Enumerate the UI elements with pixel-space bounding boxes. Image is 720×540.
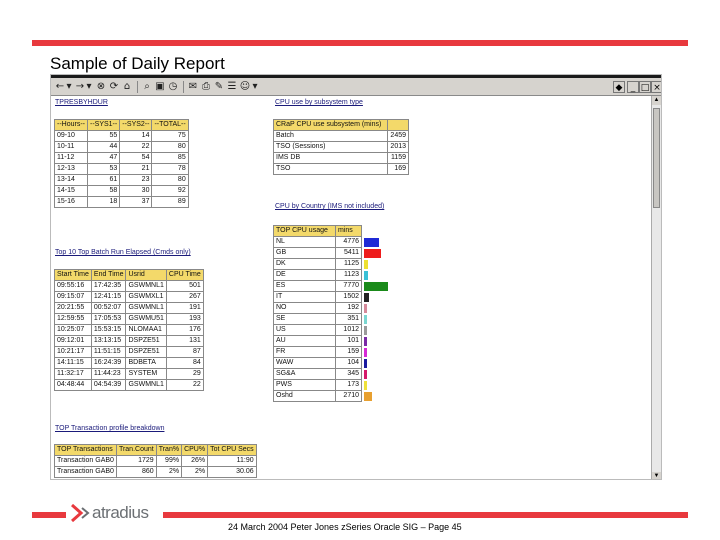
home-icon[interactable]: ⌂ <box>123 81 131 92</box>
country-label: PWS <box>274 380 336 391</box>
table-row <box>55 358 204 369</box>
table-cell: 92 <box>152 186 188 197</box>
table-row <box>274 380 391 391</box>
column-header: Tot CPU Secs <box>208 445 257 456</box>
country-value: 104 <box>336 358 362 369</box>
country-label: DK <box>274 259 336 270</box>
column-header: --SYS2-- <box>120 120 152 131</box>
table-cell: 1159 <box>387 153 408 164</box>
table-cell: 11:90 <box>208 456 257 467</box>
table-cell: 12:41:15 <box>91 292 126 303</box>
country-label: ES <box>274 281 336 292</box>
table-cell: 17:42:35 <box>91 281 126 292</box>
bar-cell <box>362 336 391 347</box>
bar-cell <box>362 281 391 292</box>
transactions-table <box>54 444 257 478</box>
table-row <box>55 292 204 303</box>
table-row <box>55 369 204 380</box>
table-cell: 85 <box>152 153 188 164</box>
table-cell: 14 <box>120 131 152 142</box>
table-cell: Transaction GAB0 <box>55 456 117 467</box>
table-header-row <box>55 120 189 131</box>
footer-accent-right <box>163 512 688 518</box>
table-cell: 501 <box>166 281 203 292</box>
forward-dropdown-icon[interactable]: ▾ <box>86 81 92 92</box>
country-label: SE <box>274 314 336 325</box>
jobs-title[interactable]: Top 10 Top Batch Run Elapsed (Cmds only) <box>55 249 191 256</box>
cpu-bar <box>364 271 368 280</box>
table-cell: 11:32:17 <box>55 369 92 380</box>
country-value: 159 <box>336 347 362 358</box>
column-header: --TOTAL-- <box>152 120 188 131</box>
table-cell: 23 <box>120 175 152 186</box>
table-cell: 29 <box>166 369 203 380</box>
table-cell: DSPZE51 <box>126 347 166 358</box>
scroll-thumb[interactable] <box>653 108 660 208</box>
table-cell: 10:25:07 <box>55 325 92 336</box>
table-row <box>55 197 189 208</box>
table-cell: TSO (Sessions) <box>274 142 388 153</box>
bar-cell <box>362 314 391 325</box>
cpu-bar <box>364 238 379 247</box>
column-header: --Hours-- <box>55 120 88 131</box>
column-header: TOP CPU usage <box>274 226 336 237</box>
table-cell: 87 <box>166 347 203 358</box>
cpu-bar <box>364 315 367 324</box>
table-row <box>274 259 391 270</box>
table-cell: BDBETA <box>126 358 166 369</box>
edit-icon[interactable]: ✎ <box>214 81 224 92</box>
table-cell: 176 <box>166 325 203 336</box>
table-cell: 2013 <box>387 142 408 153</box>
search-icon[interactable]: ⌕ <box>144 81 150 92</box>
cpu-bar <box>364 348 367 357</box>
country-label: SG&A <box>274 369 336 380</box>
refresh-icon[interactable]: ⟳ <box>109 81 119 92</box>
table-cell: 18 <box>88 197 120 208</box>
table-header-row <box>274 120 409 131</box>
table-row <box>55 336 204 347</box>
bar-cell <box>362 248 391 259</box>
table-cell: 10-11 <box>55 142 88 153</box>
bar-cell <box>362 369 391 380</box>
table-cell: 22 <box>166 380 203 391</box>
cpu-country-table <box>273 225 391 402</box>
table-cell: GSWMNL1 <box>126 303 166 314</box>
table-row <box>274 314 391 325</box>
country-value: 192 <box>336 303 362 314</box>
table-row <box>274 142 409 153</box>
more-dropdown-icon[interactable]: ▾ <box>252 81 258 92</box>
column-header: Tran.Count <box>116 445 156 456</box>
bar-cell <box>362 292 391 303</box>
table-row <box>274 270 391 281</box>
hourly-table <box>54 119 189 208</box>
table-cell: 44 <box>88 142 120 153</box>
table-row <box>55 142 189 153</box>
table-row <box>55 314 204 325</box>
table-cell: 191 <box>166 303 203 314</box>
table-cell: IMS DB <box>274 153 388 164</box>
country-value: 1125 <box>336 259 362 270</box>
table-cell: 99% <box>156 456 181 467</box>
forward-icon[interactable]: → <box>75 81 85 92</box>
table-row <box>55 153 189 164</box>
table-cell: 30.06 <box>208 467 257 478</box>
bar-cell <box>362 391 391 402</box>
cpu-country-title[interactable]: CPU by Country (IMS not included) <box>275 203 385 210</box>
table-cell: 75 <box>152 131 188 142</box>
maximize-icon[interactable]: □ <box>640 83 650 93</box>
table-cell: GSWMNL1 <box>126 281 166 292</box>
bar-cell <box>362 347 391 358</box>
table-row <box>274 292 391 303</box>
table-cell: 1729 <box>116 456 156 467</box>
bar-cell <box>362 303 391 314</box>
table-cell: 22 <box>120 142 152 153</box>
table-row <box>55 467 257 478</box>
country-label: IT <box>274 292 336 303</box>
cpu-subsys-title[interactable]: CPU use by subsystem type <box>275 99 363 106</box>
column-header <box>387 120 408 131</box>
column-header: End Time <box>91 270 126 281</box>
table-row <box>274 336 391 347</box>
country-label: FR <box>274 347 336 358</box>
country-value: 1502 <box>336 292 362 303</box>
country-value: 5411 <box>336 248 362 259</box>
table-cell: 80 <box>152 142 188 153</box>
table-cell: GSWMU51 <box>126 314 166 325</box>
table-cell: 89 <box>152 197 188 208</box>
table-row <box>55 281 204 292</box>
country-value: 1123 <box>336 270 362 281</box>
table-cell: TSO <box>274 164 388 175</box>
atradius-logo <box>68 500 162 526</box>
table-row <box>274 358 391 369</box>
table-cell: 09-10 <box>55 131 88 142</box>
table-cell: 2% <box>156 467 181 478</box>
table-cell: GSWMXL1 <box>126 292 166 303</box>
country-value: 351 <box>336 314 362 325</box>
cpu-bar <box>364 282 388 291</box>
country-label: US <box>274 325 336 336</box>
scroll-down-icon[interactable]: ▼ <box>653 473 660 479</box>
logo-chevron-icon <box>68 500 92 526</box>
cpu-subsys-table <box>273 119 409 175</box>
column-header: CPU Time <box>166 270 203 281</box>
table-cell: 58 <box>88 186 120 197</box>
column-header: CPU% <box>182 445 208 456</box>
table-cell: 55 <box>88 131 120 142</box>
cpu-bar <box>364 293 369 302</box>
country-value: 2710 <box>336 391 362 402</box>
footer-accent-left <box>32 512 66 518</box>
table-cell: 04:54:39 <box>91 380 126 391</box>
toolbar-separator <box>137 81 138 93</box>
table-cell: 11:44:23 <box>91 369 126 380</box>
table-row <box>274 248 391 259</box>
print-icon[interactable]: ⎙ <box>202 81 210 92</box>
scroll-up-icon[interactable]: ▲ <box>653 97 660 103</box>
table-cell: 37 <box>120 197 152 208</box>
bar-cell <box>362 325 391 336</box>
table-cell: 193 <box>166 314 203 325</box>
table-cell: DSPZE51 <box>126 336 166 347</box>
minimize-icon[interactable]: _ <box>627 81 639 93</box>
country-value: 1012 <box>336 325 362 336</box>
cpu-bar <box>364 260 368 269</box>
column-header: CRaP CPU use subsystem (mins) <box>274 120 388 131</box>
table-header-row <box>55 270 204 281</box>
table-row <box>55 380 204 391</box>
table-cell: NLOMAA1 <box>126 325 166 336</box>
table-row <box>55 175 189 186</box>
table-cell: 54 <box>120 153 152 164</box>
table-cell: 11-12 <box>55 153 88 164</box>
table-cell: 09:12:01 <box>55 336 92 347</box>
table-cell: 267 <box>166 292 203 303</box>
table-cell: 30 <box>120 186 152 197</box>
bar-cell <box>362 237 391 248</box>
table-row <box>274 303 391 314</box>
column-header: --SYS1-- <box>88 120 120 131</box>
table-row <box>274 391 391 402</box>
table-cell: 13-14 <box>55 175 88 186</box>
table-cell: 16:24:39 <box>91 358 126 369</box>
bar-cell <box>362 380 391 391</box>
mail-icon[interactable]: ✉ <box>188 81 198 92</box>
table-row <box>55 347 204 358</box>
messenger-icon[interactable]: ☺ <box>239 81 251 92</box>
table-cell: 15-16 <box>55 197 88 208</box>
footer-text: 24 March 2004 Peter Jones zSeries Oracle SIG – Page 45 <box>228 522 462 532</box>
stop-icon[interactable]: ⊗ <box>96 81 106 92</box>
country-value: 345 <box>336 369 362 380</box>
table-cell: 17:05:53 <box>91 314 126 325</box>
table-header-row <box>274 226 391 237</box>
logo-text: atradius <box>92 503 149 522</box>
table-row <box>55 186 189 197</box>
country-label: GB <box>274 248 336 259</box>
column-header: mins <box>336 226 362 237</box>
slide-title: Sample of Daily Report <box>50 54 225 73</box>
table-cell: 10:21:17 <box>55 347 92 358</box>
table-cell: 78 <box>152 164 188 175</box>
table-cell: 860 <box>116 467 156 478</box>
table-row <box>274 281 391 292</box>
table-row <box>274 153 409 164</box>
table-row <box>274 369 391 380</box>
favorites-icon[interactable]: ▣ <box>155 81 165 92</box>
country-value: 101 <box>336 336 362 347</box>
vertical-scrollbar[interactable] <box>651 96 661 480</box>
table-cell: 09:15:07 <box>55 292 92 303</box>
table-cell: 61 <box>88 175 120 186</box>
table-cell: 13:13:15 <box>91 336 126 347</box>
cpu-bar <box>364 337 367 346</box>
table-cell: 2459 <box>387 131 408 142</box>
bar-cell <box>362 358 391 369</box>
table-cell: 09:55:16 <box>55 281 92 292</box>
bar-cell <box>362 259 391 270</box>
table-cell: 12:59:55 <box>55 314 92 325</box>
country-value: 173 <box>336 380 362 391</box>
hourly-title[interactable]: TPRESBYHDUR <box>55 99 108 106</box>
history-icon[interactable]: ◷ <box>168 81 178 92</box>
table-cell: 84 <box>166 358 203 369</box>
table-cell: SYSTEM <box>126 369 166 380</box>
country-label: WAW <box>274 358 336 369</box>
browser-toolbar <box>51 78 662 96</box>
cpu-bar <box>364 304 367 313</box>
table-header-row <box>55 445 257 456</box>
jobs-table <box>54 269 204 391</box>
transactions-title[interactable]: TOP Transaction profile breakdown <box>55 425 165 432</box>
table-cell: 53 <box>88 164 120 175</box>
table-cell: 11:51:15 <box>91 347 126 358</box>
table-cell: Transaction GAB0 <box>55 467 117 478</box>
cpu-bar <box>364 381 367 390</box>
country-value: 7770 <box>336 281 362 292</box>
table-cell: 00:52:07 <box>91 303 126 314</box>
top-accent-bar <box>32 40 688 46</box>
country-label: NO <box>274 303 336 314</box>
table-cell: Batch <box>274 131 388 142</box>
table-cell: 20:21:55 <box>55 303 92 314</box>
table-cell: 26% <box>182 456 208 467</box>
cpu-bar <box>364 392 372 401</box>
table-cell: 21 <box>120 164 152 175</box>
toolbar-separator <box>183 81 184 93</box>
column-header: Usrid <box>126 270 166 281</box>
table-row <box>274 347 391 358</box>
cpu-bar <box>364 359 367 368</box>
table-cell: 15:53:15 <box>91 325 126 336</box>
table-cell: 47 <box>88 153 120 164</box>
table-row <box>274 164 409 175</box>
table-row <box>55 131 189 142</box>
table-cell: 04:48:44 <box>55 380 92 391</box>
table-cell: 2% <box>182 467 208 478</box>
table-row <box>274 237 391 248</box>
table-row <box>55 164 189 175</box>
country-label: Oshd <box>274 391 336 402</box>
bar-cell <box>362 270 391 281</box>
country-value: 4776 <box>336 237 362 248</box>
column-header: Tran% <box>156 445 181 456</box>
table-row <box>274 131 409 142</box>
close-icon[interactable]: × <box>651 81 662 93</box>
table-cell: 12-13 <box>55 164 88 175</box>
table-row <box>55 325 204 336</box>
table-cell: 169 <box>387 164 408 175</box>
country-label: NL <box>274 237 336 248</box>
table-row <box>274 325 391 336</box>
table-cell: GSWMNL1 <box>126 380 166 391</box>
report-page <box>51 96 652 480</box>
cpu-bar <box>364 370 367 379</box>
bar-column-header <box>362 226 391 237</box>
back-icon[interactable]: ← <box>55 81 65 92</box>
table-row <box>55 456 257 467</box>
cpu-bar <box>364 249 381 258</box>
column-header: Start Time <box>55 270 92 281</box>
browser-screenshot <box>50 74 662 480</box>
browser-logo-icon: ◆ <box>613 81 625 93</box>
table-cell: 80 <box>152 175 188 186</box>
column-header: TOP Transactions <box>55 445 117 456</box>
table-cell: 14-15 <box>55 186 88 197</box>
table-cell: 131 <box>166 336 203 347</box>
country-label: DE <box>274 270 336 281</box>
cpu-bar <box>364 326 367 335</box>
country-label: AU <box>274 336 336 347</box>
discuss-icon[interactable]: ☰ <box>227 81 237 92</box>
back-dropdown-icon[interactable]: ▾ <box>66 81 72 92</box>
table-row <box>55 303 204 314</box>
table-cell: 14:11:15 <box>55 358 92 369</box>
